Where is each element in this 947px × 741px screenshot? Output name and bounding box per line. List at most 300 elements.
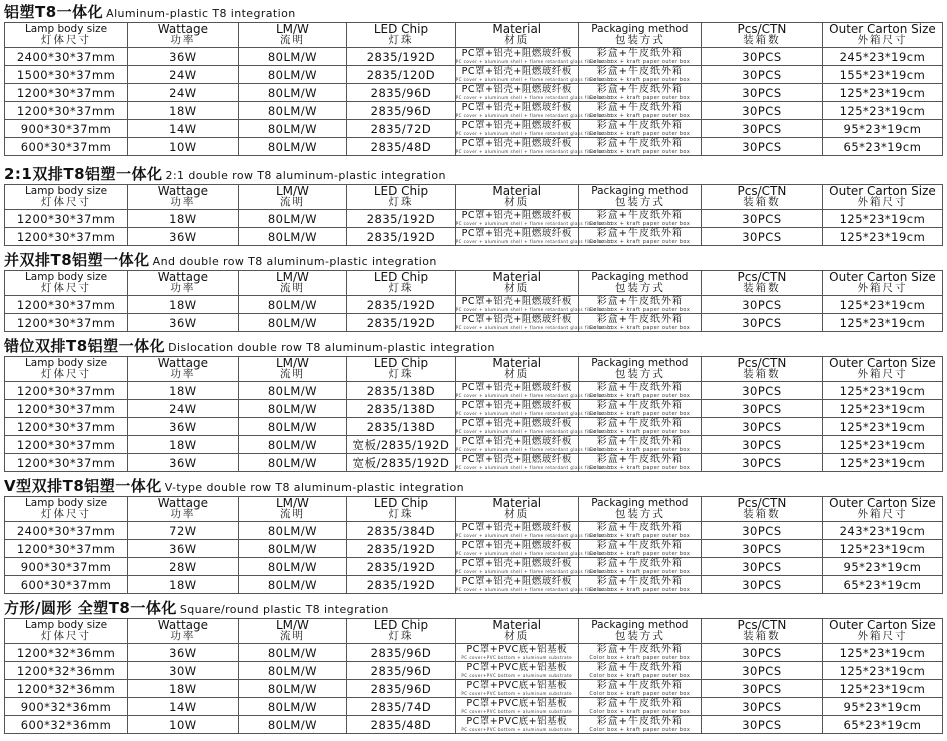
product-section	[4, 250, 943, 332]
cell-carton: 243*23*19cm	[822, 522, 942, 540]
spec-table	[4, 270, 943, 332]
cell-packaging	[578, 680, 701, 698]
header-label-cn: 流明	[279, 630, 305, 642]
cell-carton: 65*23*19cm	[822, 138, 942, 156]
cell-size: 900*30*37mm	[5, 558, 128, 576]
cell-wattage: 72W	[128, 522, 239, 540]
header-pcs-ctn	[701, 619, 822, 644]
cell-pcs: 30PCS	[701, 400, 822, 418]
material-cn: PC罩+铝壳+阻燃玻纤板	[461, 558, 572, 569]
header-lamp-size	[5, 23, 128, 48]
cell-packaging	[578, 84, 701, 102]
cell-size: 2400*30*37mm	[5, 522, 128, 540]
header-label-en: Lamp body size	[24, 23, 108, 35]
header-label-cn: 装箱数	[743, 282, 781, 294]
header-label-en: LM/W	[275, 184, 309, 198]
header-label-cn: 包装方式	[614, 34, 665, 46]
cell-carton: 245*23*19cm	[822, 48, 942, 66]
packaging-cn: 彩盒+牛皮纸外箱	[596, 697, 684, 709]
header-material	[455, 185, 578, 210]
header-label-cn: 灯体尺寸	[41, 34, 92, 46]
cell-pcs: 30PCS	[701, 522, 822, 540]
table-header-row	[5, 185, 943, 210]
section-title	[4, 250, 943, 270]
header-label-en: Pcs/CTN	[737, 356, 787, 370]
material-cn: PC罩+铝壳+阻燃玻纤板	[461, 382, 572, 393]
header-wattage	[128, 619, 239, 644]
cell-pcs: 30PCS	[701, 454, 822, 472]
header-label-cn: 装箱数	[743, 630, 781, 642]
section-title-en: Dislocation double row T8 aluminum-plastic integration	[168, 341, 495, 354]
packaging-cn: 彩盒+牛皮纸外箱	[596, 453, 684, 465]
header-material	[455, 497, 578, 522]
header-label-en: Packaging method	[591, 185, 689, 197]
cell-pcs: 30PCS	[701, 296, 822, 314]
cell-wattage: 24W	[128, 400, 239, 418]
header-led-chip	[347, 357, 456, 382]
material-cn: PC罩+PVC底+铝基板	[466, 680, 568, 691]
cell-pcs: 30PCS	[701, 66, 822, 84]
cell-size: 900*32*36mm	[5, 698, 128, 716]
header-label-cn: 灯体尺寸	[41, 368, 92, 380]
header-label-en: Wattage	[157, 22, 209, 36]
header-label-en: LED Chip	[373, 618, 429, 632]
cell-packaging	[578, 436, 701, 454]
material-en: PC cover + aluminum shell + flame retardant glass fiber board	[455, 95, 613, 100]
spec-table	[4, 618, 943, 734]
header-label-cn: 外箱尺寸	[857, 34, 908, 46]
cell-carton: 125*23*19cm	[822, 540, 942, 558]
cell-chip: 2835/96D	[347, 644, 456, 662]
material-en: PC cover + aluminum shell + flame retardant glass fiber board	[455, 149, 613, 154]
header-label-en: Pcs/CTN	[737, 184, 787, 198]
cell-wattage: 14W	[128, 120, 239, 138]
material-en: PC cover + aluminum shell + flame retardant glass fiber board	[455, 569, 613, 574]
material-cn: PC罩+铝壳+阻燃玻纤板	[461, 436, 572, 447]
material-cn: PC罩+铝壳+阻燃玻纤板	[461, 540, 572, 551]
material-cn: PC罩+PVC底+铝基板	[466, 716, 568, 727]
cell-packaging	[578, 400, 701, 418]
cell-pcs: 30PCS	[701, 382, 822, 400]
header-carton-size	[822, 185, 942, 210]
cell-carton: 65*23*19cm	[822, 576, 942, 594]
cell-size: 600*30*37mm	[5, 138, 128, 156]
section-title-cn: 并双排T8铝塑一体化	[4, 251, 150, 269]
table-row	[5, 644, 943, 662]
cell-wattage: 36W	[128, 454, 239, 472]
table-row	[5, 454, 943, 472]
cell-wattage: 18W	[128, 102, 239, 120]
cell-pcs: 30PCS	[701, 558, 822, 576]
section-title	[4, 336, 943, 356]
cell-lumens: 80LM/W	[238, 400, 347, 418]
packaging-cn: 彩盒+牛皮纸外箱	[596, 417, 684, 429]
header-lumens	[238, 497, 347, 522]
header-material	[455, 357, 578, 382]
header-label-en: Material	[492, 618, 542, 632]
header-carton-size	[822, 271, 942, 296]
cell-chip: 2835/72D	[347, 120, 456, 138]
cell-size: 600*30*37mm	[5, 576, 128, 594]
packaging-en: Color box + kraft paper outer box	[589, 532, 691, 539]
cell-pcs: 30PCS	[701, 138, 822, 156]
cell-packaging	[578, 644, 701, 662]
header-pcs-ctn	[701, 23, 822, 48]
cell-size: 900*30*37mm	[5, 120, 128, 138]
cell-material	[455, 576, 613, 594]
packaging-cn: 彩盒+牛皮纸外箱	[596, 295, 684, 307]
cell-wattage: 18W	[128, 382, 239, 400]
cell-lumens: 80LM/W	[238, 120, 347, 138]
header-lamp-size	[5, 271, 128, 296]
header-pcs-ctn	[701, 497, 822, 522]
material-cn: PC罩+铝壳+阻燃玻纤板	[461, 138, 572, 149]
cell-chip: 2835/384D	[347, 522, 456, 540]
packaging-cn: 彩盒+牛皮纸外箱	[596, 65, 684, 77]
table-row	[5, 400, 943, 418]
cell-carton: 125*23*19cm	[822, 662, 942, 680]
cell-material	[455, 454, 613, 472]
cell-lumens: 80LM/W	[238, 210, 347, 228]
cell-wattage: 36W	[128, 228, 239, 246]
header-label-en: Wattage	[157, 618, 209, 632]
cell-pcs: 30PCS	[701, 314, 822, 332]
cell-lumens: 80LM/W	[238, 382, 347, 400]
header-material	[455, 23, 578, 48]
header-lamp-size	[5, 357, 128, 382]
cell-lumens: 80LM/W	[238, 698, 347, 716]
section-title-en: Square/round plastic T8 integration	[179, 603, 389, 616]
header-label-cn: 外箱尺寸	[857, 508, 908, 520]
cell-lumens: 80LM/W	[238, 296, 347, 314]
packaging-cn: 彩盒+牛皮纸外箱	[596, 313, 684, 325]
header-wattage	[128, 357, 239, 382]
cell-chip: 2835/192D	[347, 558, 456, 576]
cell-wattage: 24W	[128, 84, 239, 102]
header-label-cn: 包装方式	[614, 282, 665, 294]
spec-table	[4, 184, 943, 246]
cell-packaging	[578, 382, 701, 400]
cell-pcs: 30PCS	[701, 84, 822, 102]
cell-wattage: 24W	[128, 66, 239, 84]
cell-size: 1200*30*37mm	[5, 102, 128, 120]
material-cn: PC罩+铝壳+阻燃玻纤板	[461, 454, 572, 465]
cell-lumens: 80LM/W	[238, 228, 347, 246]
header-label-cn: 流明	[279, 508, 305, 520]
cell-size: 1200*30*37mm	[5, 400, 128, 418]
cell-lumens: 80LM/W	[238, 436, 347, 454]
header-label-en: Packaging method	[591, 357, 689, 369]
cell-carton: 125*23*19cm	[822, 680, 942, 698]
material-cn: PC罩+铝壳+阻燃玻纤板	[461, 48, 572, 59]
material-en: PC cover + aluminum shell + flame retardant glass fiber board	[455, 113, 613, 118]
header-label-en: Wattage	[157, 184, 209, 198]
cell-lumens: 80LM/W	[238, 680, 347, 698]
material-cn: PC罩+铝壳+阻燃玻纤板	[461, 102, 572, 113]
cell-chip: 2835/138D	[347, 400, 456, 418]
packaging-en: Color box + kraft paper outer box	[589, 306, 691, 313]
cell-size: 600*32*36mm	[5, 716, 128, 734]
header-wattage	[128, 185, 239, 210]
packaging-cn: 彩盒+牛皮纸外箱	[596, 137, 684, 149]
cell-packaging	[578, 210, 701, 228]
material-cn: PC罩+铝壳+阻燃玻纤板	[461, 84, 572, 95]
header-label-cn: 灯体尺寸	[41, 508, 92, 520]
table-row	[5, 48, 943, 66]
header-label-cn: 包装方式	[614, 196, 665, 208]
header-packaging	[578, 497, 701, 522]
cell-packaging	[578, 558, 701, 576]
header-label-en: Outer Carton Size	[829, 184, 936, 198]
header-label-cn: 流明	[279, 282, 305, 294]
cell-packaging	[578, 454, 701, 472]
cell-material	[455, 120, 613, 138]
table-row	[5, 210, 943, 228]
header-label-en: Material	[492, 22, 542, 36]
header-label-cn: 流明	[279, 196, 305, 208]
packaging-en: Color box + kraft paper outer box	[589, 446, 691, 453]
cell-lumens: 80LM/W	[238, 48, 347, 66]
header-led-chip	[347, 185, 456, 210]
header-label-en: Wattage	[157, 356, 209, 370]
cell-pcs: 30PCS	[701, 716, 822, 734]
cell-chip: 2835/74D	[347, 698, 456, 716]
header-label-en: LED Chip	[373, 270, 429, 284]
header-label-cn: 功率	[170, 34, 196, 46]
header-label-en: Pcs/CTN	[737, 270, 787, 284]
material-en: PC cover+PVC bottom + aluminum substrate	[461, 709, 573, 714]
cell-wattage: 28W	[128, 558, 239, 576]
header-label-cn: 材质	[504, 282, 530, 294]
cell-carton: 95*23*19cm	[822, 120, 942, 138]
packaging-en: Color box + kraft paper outer box	[589, 58, 691, 65]
table-row	[5, 698, 943, 716]
cell-lumens: 80LM/W	[238, 540, 347, 558]
table-header-row	[5, 357, 943, 382]
cell-pcs: 30PCS	[701, 418, 822, 436]
cell-wattage: 18W	[128, 210, 239, 228]
header-label-cn: 功率	[170, 196, 196, 208]
header-label-cn: 外箱尺寸	[857, 630, 908, 642]
cell-wattage: 18W	[128, 436, 239, 454]
header-label-en: Lamp body size	[24, 497, 108, 509]
header-label-cn: 材质	[504, 368, 530, 380]
cell-chip: 2835/48D	[347, 138, 456, 156]
section-title-en: Aluminum-plastic T8 integration	[106, 7, 296, 20]
material-en: PC cover + aluminum shell + flame retardant glass fiber board	[455, 239, 613, 244]
cell-size: 2400*30*37mm	[5, 48, 128, 66]
material-en: PC cover+PVC bottom + aluminum substrate	[461, 673, 573, 678]
cell-carton: 95*23*19cm	[822, 558, 942, 576]
material-cn: PC罩+铝壳+阻燃玻纤板	[461, 210, 572, 221]
header-label-en: LM/W	[275, 356, 309, 370]
cell-material	[455, 48, 613, 66]
material-cn: PC罩+PVC底+铝基板	[466, 644, 568, 655]
header-label-en: Outer Carton Size	[829, 270, 936, 284]
cell-pcs: 30PCS	[701, 540, 822, 558]
packaging-cn: 彩盒+牛皮纸外箱	[596, 101, 684, 113]
cell-carton: 125*23*19cm	[822, 400, 942, 418]
packaging-cn: 彩盒+牛皮纸外箱	[596, 435, 684, 447]
material-en: PC cover + aluminum shell + flame retardant glass fiber board	[455, 411, 613, 416]
material-en: PC cover + aluminum shell + flame retardant glass fiber board	[455, 393, 613, 398]
header-label-cn: 流明	[279, 34, 305, 46]
cell-packaging	[578, 120, 701, 138]
material-en: PC cover + aluminum shell + flame retardant glass fiber board	[455, 325, 613, 330]
cell-chip: 2835/96D	[347, 680, 456, 698]
cell-lumens: 80LM/W	[238, 558, 347, 576]
packaging-cn: 彩盒+牛皮纸外箱	[596, 661, 684, 673]
material-en: PC cover+PVC bottom + aluminum substrate	[461, 691, 573, 696]
cell-size: 1200*30*37mm	[5, 84, 128, 102]
packaging-en: Color box + kraft paper outer box	[589, 220, 691, 227]
cell-chip: 2835/192D	[347, 210, 456, 228]
header-label-en: Material	[492, 270, 542, 284]
section-title	[4, 2, 943, 22]
packaging-en: Color box + kraft paper outer box	[589, 392, 691, 399]
cell-carton: 125*23*19cm	[822, 84, 942, 102]
header-wattage	[128, 23, 239, 48]
packaging-cn: 彩盒+牛皮纸外箱	[596, 715, 684, 727]
packaging-cn: 彩盒+牛皮纸外箱	[596, 119, 684, 131]
packaging-en: Color box + kraft paper outer box	[589, 672, 691, 679]
cell-carton: 125*23*19cm	[822, 382, 942, 400]
material-cn: PC罩+铝壳+阻燃玻纤板	[461, 576, 572, 587]
spec-table	[4, 496, 943, 594]
header-lamp-size	[5, 619, 128, 644]
packaging-en: Color box + kraft paper outer box	[589, 148, 691, 155]
header-label-en: LM/W	[275, 22, 309, 36]
product-section	[4, 476, 943, 594]
cell-packaging	[578, 138, 701, 156]
packaging-en: Color box + kraft paper outer box	[589, 238, 691, 245]
material-cn: PC罩+铝壳+阻燃玻纤板	[461, 228, 572, 239]
cell-material	[455, 296, 613, 314]
header-label-cn: 功率	[170, 630, 196, 642]
packaging-en: Color box + kraft paper outer box	[589, 76, 691, 83]
material-cn: PC罩+PVC底+铝基板	[466, 698, 568, 709]
header-lumens	[238, 357, 347, 382]
material-cn: PC罩+铝壳+阻燃玻纤板	[461, 522, 572, 533]
header-label-cn: 装箱数	[743, 196, 781, 208]
packaging-en: Color box + kraft paper outer box	[589, 708, 691, 715]
cell-pcs: 30PCS	[701, 680, 822, 698]
header-led-chip	[347, 23, 456, 48]
table-row	[5, 558, 943, 576]
material-cn: PC罩+铝壳+阻燃玻纤板	[461, 66, 572, 77]
cell-packaging	[578, 418, 701, 436]
cell-lumens: 80LM/W	[238, 454, 347, 472]
cell-size: 1200*30*37mm	[5, 454, 128, 472]
header-packaging	[578, 357, 701, 382]
cell-wattage: 36W	[128, 540, 239, 558]
cell-wattage: 30W	[128, 662, 239, 680]
cell-material	[455, 558, 613, 576]
material-en: PC cover + aluminum shell + flame retardant glass fiber board	[455, 447, 613, 452]
cell-lumens: 80LM/W	[238, 644, 347, 662]
material-cn: PC罩+铝壳+阻燃玻纤板	[461, 296, 572, 307]
header-label-cn: 功率	[170, 282, 196, 294]
cell-lumens: 80LM/W	[238, 576, 347, 594]
material-en: PC cover+PVC bottom + aluminum substrate	[461, 655, 573, 660]
section-title-cn: 错位双排T8铝塑一体化	[4, 337, 166, 355]
header-led-chip	[347, 497, 456, 522]
cell-material	[455, 210, 613, 228]
cell-packaging	[578, 228, 701, 246]
table-row	[5, 228, 943, 246]
packaging-cn: 彩盒+牛皮纸外箱	[596, 399, 684, 411]
cell-chip: 2835/96D	[347, 662, 456, 680]
cell-chip: 2835/96D	[347, 84, 456, 102]
cell-carton: 155*23*19cm	[822, 66, 942, 84]
header-label-en: LED Chip	[373, 496, 429, 510]
header-label-cn: 灯珠	[388, 282, 414, 294]
cell-wattage: 36W	[128, 644, 239, 662]
header-packaging	[578, 23, 701, 48]
cell-material	[455, 66, 613, 84]
cell-pcs: 30PCS	[701, 698, 822, 716]
header-led-chip	[347, 619, 456, 644]
cell-pcs: 30PCS	[701, 662, 822, 680]
header-label-en: Outer Carton Size	[829, 356, 936, 370]
material-cn: PC罩+铝壳+阻燃玻纤板	[461, 400, 572, 411]
cell-material	[455, 228, 613, 246]
cell-chip: 2835/138D	[347, 382, 456, 400]
header-label-en: Material	[492, 356, 542, 370]
header-packaging	[578, 271, 701, 296]
packaging-en: Color box + kraft paper outer box	[589, 690, 691, 697]
product-section	[4, 336, 943, 472]
header-lumens	[238, 185, 347, 210]
header-label-en: Lamp body size	[24, 619, 108, 631]
cell-material	[455, 382, 613, 400]
table-row	[5, 418, 943, 436]
cell-material	[455, 102, 613, 120]
header-label-en: LM/W	[275, 618, 309, 632]
cell-lumens: 80LM/W	[238, 138, 347, 156]
material-en: PC cover+PVC bottom + aluminum substrate	[461, 727, 573, 732]
cell-pcs: 30PCS	[701, 210, 822, 228]
header-carton-size	[822, 23, 942, 48]
header-pcs-ctn	[701, 271, 822, 296]
header-lamp-size	[5, 185, 128, 210]
cell-carton: 65*23*19cm	[822, 716, 942, 734]
cell-lumens: 80LM/W	[238, 522, 347, 540]
cell-packaging	[578, 540, 701, 558]
header-label-en: Material	[492, 184, 542, 198]
section-title-cn: 铝塑T8一体化	[4, 3, 104, 21]
header-pcs-ctn	[701, 357, 822, 382]
material-en: PC cover + aluminum shell + flame retardant glass fiber board	[455, 307, 613, 312]
cell-carton: 125*23*19cm	[822, 228, 942, 246]
table-row	[5, 296, 943, 314]
cell-size: 1200*32*36mm	[5, 644, 128, 662]
cell-material	[455, 698, 578, 716]
header-label-en: LED Chip	[373, 184, 429, 198]
header-label-en: Pcs/CTN	[737, 618, 787, 632]
cell-lumens: 80LM/W	[238, 716, 347, 734]
product-section	[4, 598, 943, 734]
header-label-en: LED Chip	[373, 356, 429, 370]
cell-lumens: 80LM/W	[238, 418, 347, 436]
cell-material	[455, 644, 578, 662]
cell-carton: 125*23*19cm	[822, 454, 942, 472]
cell-size: 1200*30*37mm	[5, 228, 128, 246]
header-label-en: Wattage	[157, 496, 209, 510]
header-lumens	[238, 271, 347, 296]
cell-material	[455, 314, 613, 332]
section-title	[4, 164, 943, 184]
